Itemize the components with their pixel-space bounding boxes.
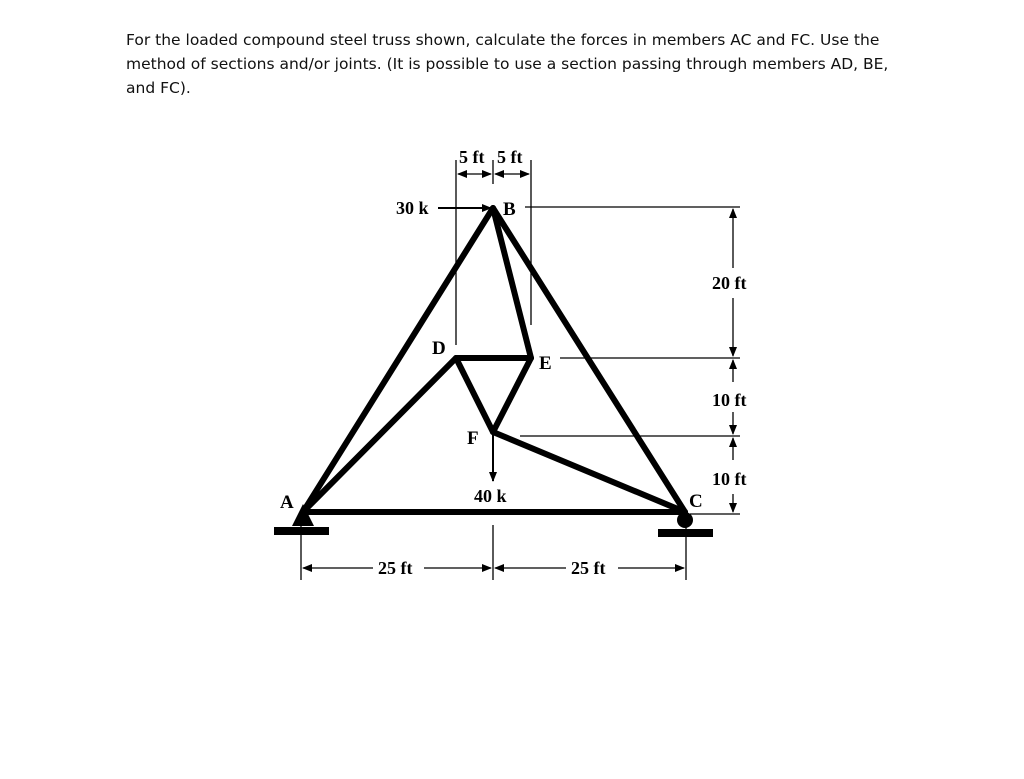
- dim-label-bottom-left: 25 ft: [378, 558, 413, 578]
- problem-line-2: method of sections and/or joints. (It is possible to use a section passing through members AD, BE,: [126, 55, 889, 73]
- dim-label-top-left: 5 ft: [459, 147, 485, 167]
- roller-support-c: [658, 512, 713, 537]
- joint-label-f: F: [467, 428, 479, 449]
- member-ad: [303, 358, 456, 512]
- dim-label-bottom-right: 25 ft: [571, 558, 606, 578]
- joint-label-b: B: [503, 199, 516, 220]
- joint-label-a: A: [280, 492, 294, 513]
- joint-label-e: E: [539, 353, 552, 374]
- dim-label-right-upper: 20 ft: [712, 273, 747, 293]
- dim-label-right-middle: 10 ft: [712, 390, 747, 410]
- joint-label-c: C: [689, 491, 703, 512]
- member-be: [493, 208, 531, 358]
- problem-line-1: For the loaded compound steel truss shown, calculate the forces in members AC and FC. Use the: [126, 31, 880, 49]
- problem-line-3: and FC).: [126, 79, 191, 97]
- joint-label-d: D: [432, 338, 446, 359]
- dim-label-right-lower: 10 ft: [712, 469, 747, 489]
- member-ef: [493, 358, 531, 432]
- load-label-horizontal: 30 k: [396, 198, 429, 218]
- member-df: [456, 358, 493, 432]
- load-label-vertical: 40 k: [474, 486, 507, 506]
- dim-label-top-right: 5 ft: [497, 147, 523, 167]
